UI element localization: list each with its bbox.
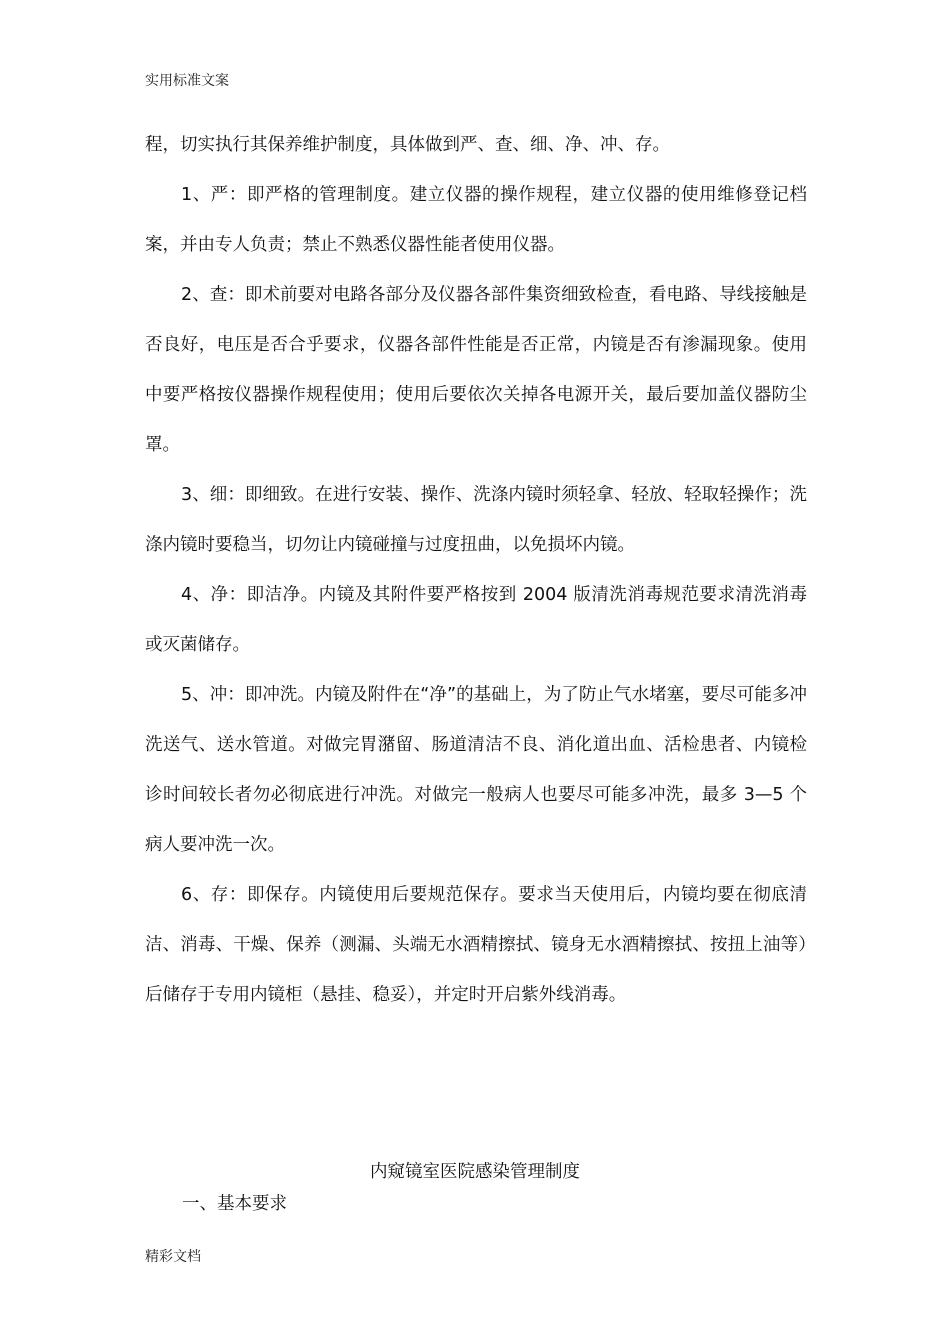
- paragraph-continuation: 程，切实执行其保养维护制度，具体做到严、查、细、净、冲、存。: [145, 135, 670, 155]
- section-title: 内窥镜室医院感染管理制度: [370, 1162, 580, 1182]
- paragraph-item-5: 5、冲：即冲洗。内镜及附件在“净”的基础上，为了防止气水堵塞，要尽可能多冲洗送气、送水管道。对做完胃潴留、肠道清洁不良、消化道出血、活检患者、内镜检诊时间较长者勿必彻底进行冲洗。对做完一般病人也要尽可能多冲洗，最多 3—5 个病人要冲洗一次。: [145, 685, 807, 855]
- paragraph-item-3: 3、细：即细致。在进行安装、操作、洗涤内镜时须轻拿、轻放、轻取轻操作；洗涤内镜时要稳当，切勿让内镜碰撞与过度扭曲，以免损坏内镜。: [145, 485, 807, 555]
- section-subheading: 一、基本要求: [182, 1194, 287, 1214]
- paragraph-item-2: 2、查：即术前要对电路各部分及仪器各部件集资细致检查，看电路、导线接触是否良好，电压是否合乎要求，仪器各部件性能是否正常，内镜是否有渗漏现象。使用中要严格按仪器操作规程使用；使用后要依次关掉各电源开关，最后要加盖仪器防尘罩。: [145, 285, 807, 455]
- paragraph-item-1: 1、严：即严格的管理制度。建立仪器的操作规程，建立仪器的使用维修登记档案，并由专人负责；禁止不熟悉仪器性能者使用仪器。: [145, 185, 807, 255]
- paragraph-item-4: 4、净：即洁净。内镜及其附件要严格按到 2004 版清洗消毒规范要求清洗消毒或灭菌储存。: [145, 585, 807, 655]
- document-body: [145, 120, 807, 1020]
- page-header: 实用标准文案: [145, 73, 229, 89]
- paragraph-item-6: 6、存：即保存。内镜使用后要规范保存。要求当天使用后，内镜均要在彻底清洁、消毒、干燥、保养（测漏、头端无水酒精擦拭、镜身无水酒精擦拭、按扭上油等）后储存于专用内镜柜（悬挂、稳妥），并定时开启紫外线消毒。: [145, 885, 807, 1005]
- page-footer: 精彩文档: [145, 1249, 201, 1265]
